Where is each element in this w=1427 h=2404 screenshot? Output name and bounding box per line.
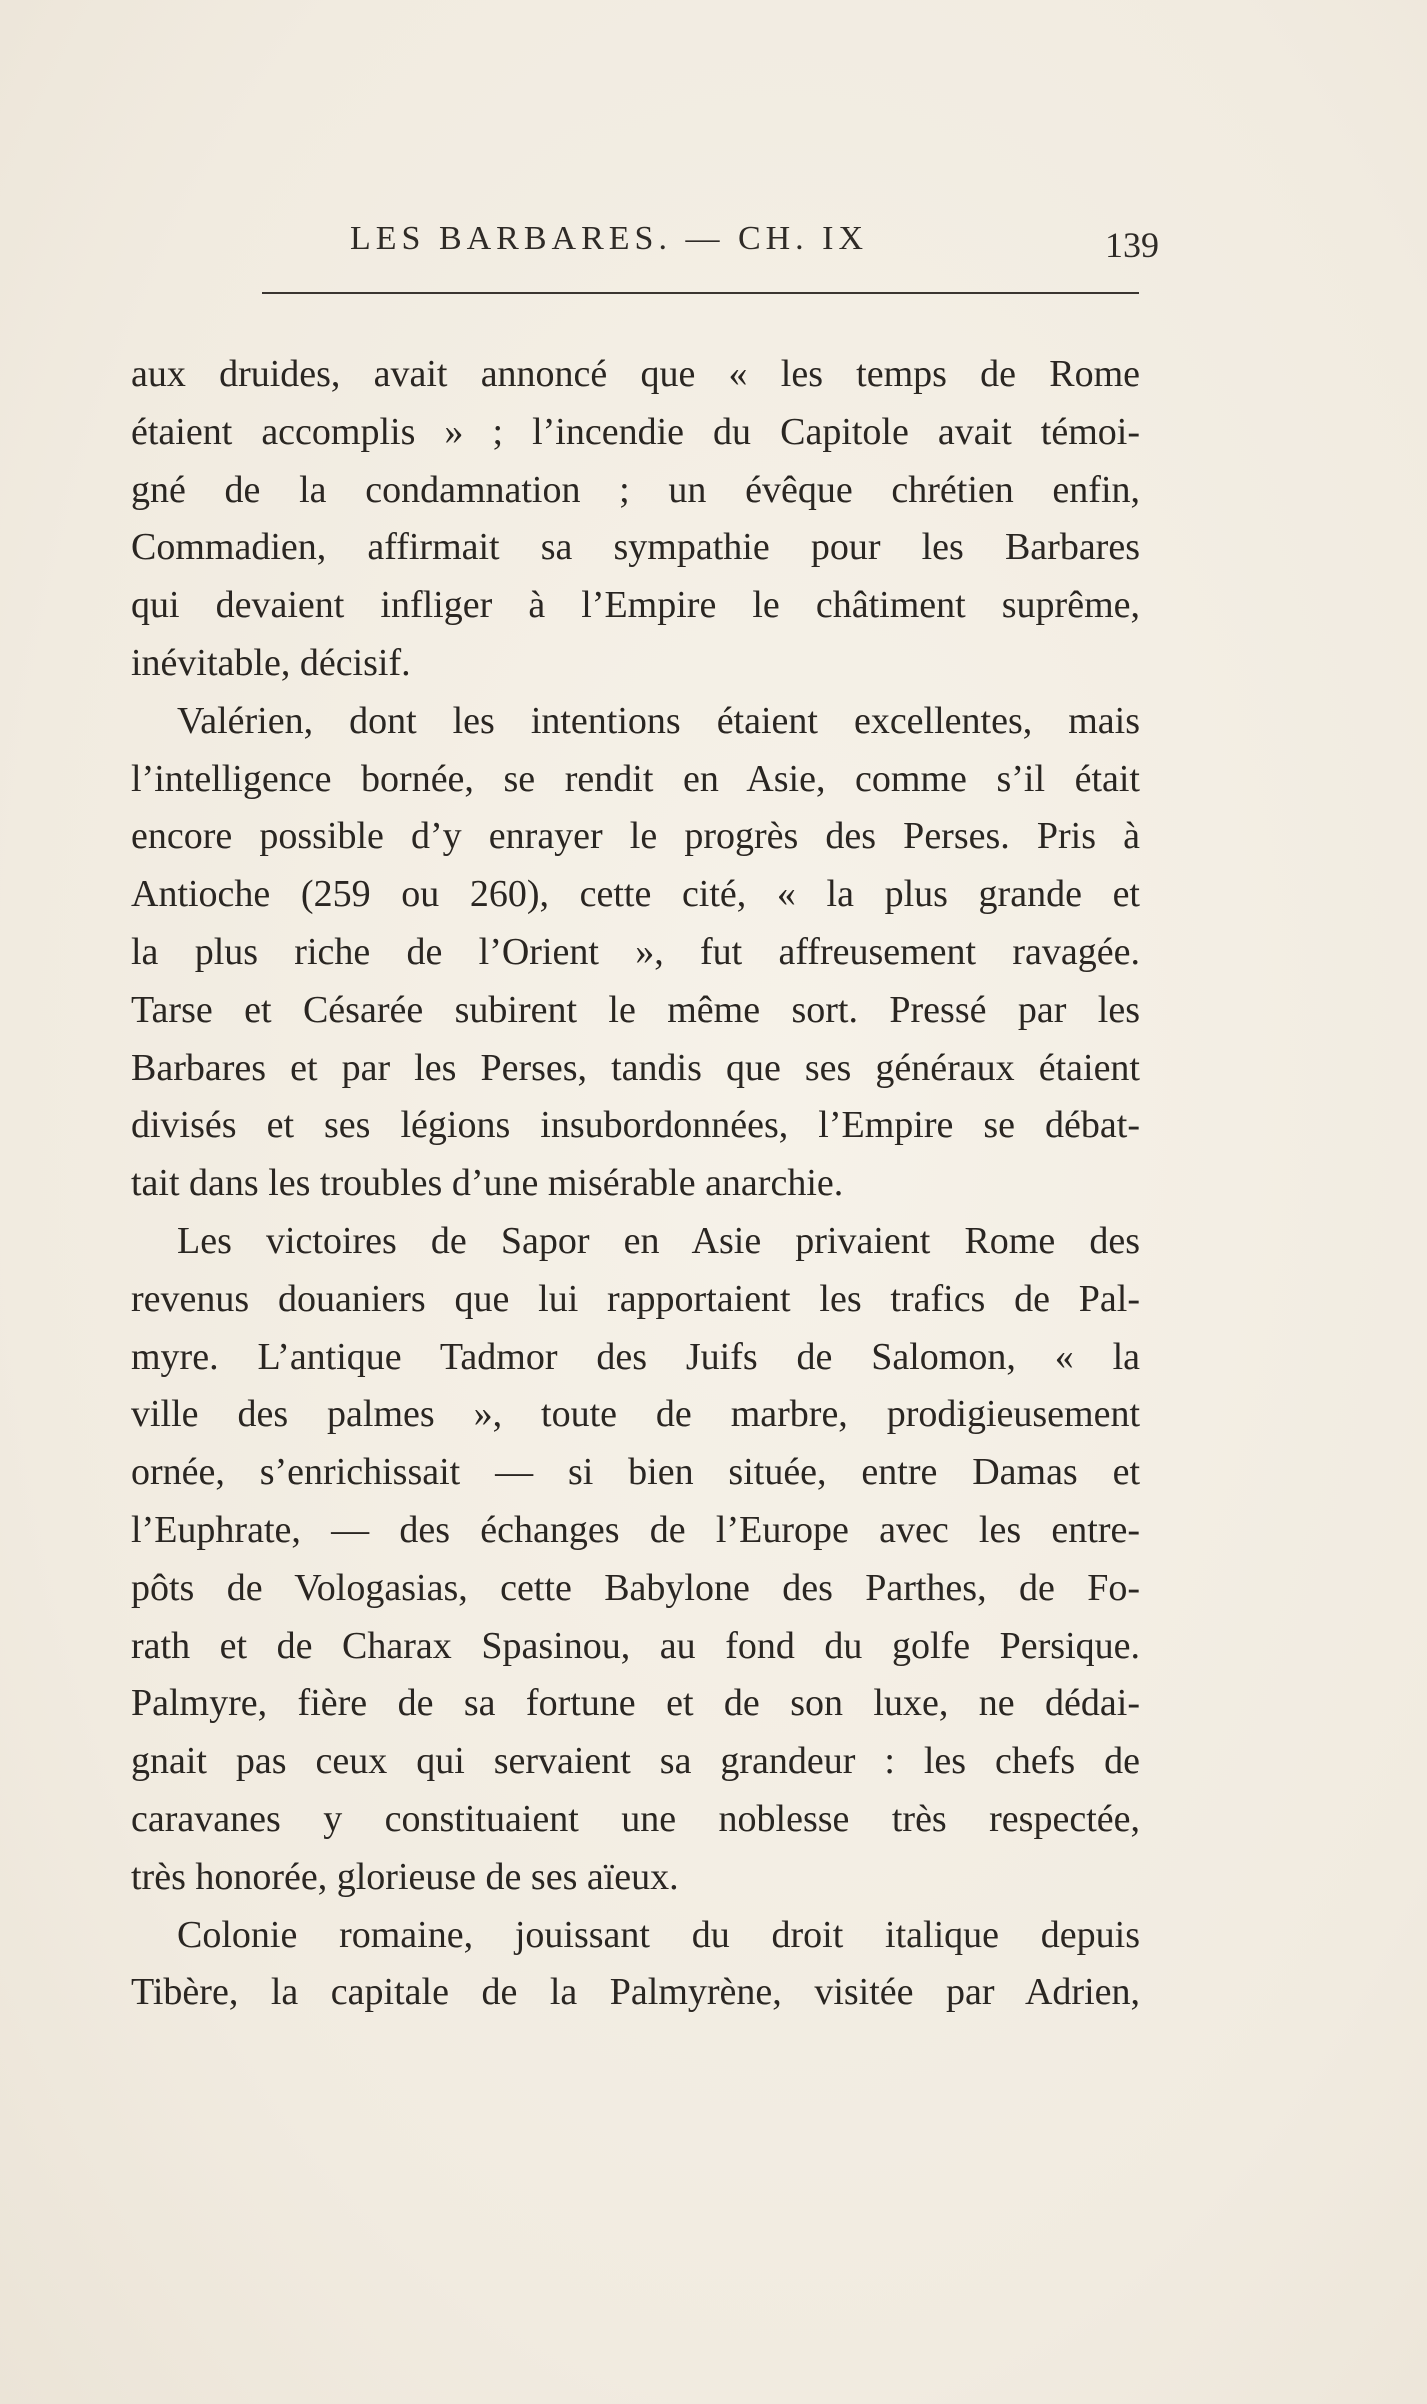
text-line: caravanes y constituaient une noblesse très respectée, bbox=[131, 1797, 1140, 1840]
text-line: gné de la condamnation ; un évêque chrétien enfin, bbox=[131, 468, 1140, 511]
text-line: tait dans les troubles d’une misérable anarchie. bbox=[131, 1162, 844, 1205]
text-line: Palmyre, fière de sa fortune et de son luxe, ne dédai- bbox=[131, 1682, 1140, 1725]
paragraph-start-line: Colonie romaine, jouissant du droit italique depuis bbox=[177, 1913, 1140, 1956]
text-line: divisés et ses légions insubordonnées, l’Empire se débat- bbox=[131, 1104, 1140, 1147]
text-line: revenus douaniers que lui rapportaient les trafics de Pal- bbox=[131, 1277, 1140, 1320]
text-line: qui devaient infliger à l’Empire le châtiment suprême, bbox=[131, 584, 1140, 627]
paragraph-start-line: Valérien, dont les intentions étaient excellentes, mais bbox=[177, 699, 1140, 742]
text-line: pôts de Vologasias, cette Babylone des Parthes, de Fo- bbox=[131, 1566, 1140, 1609]
text-line: gnait pas ceux qui servaient sa grandeur : les chefs de bbox=[131, 1740, 1140, 1783]
running-title: LES BARBARES. — CH. IX bbox=[350, 220, 869, 257]
text-line: Barbares et par les Perses, tandis que ses généraux étaient bbox=[131, 1046, 1140, 1089]
text-line: myre. L’antique Tadmor des Juifs de Salomon, « la bbox=[131, 1335, 1140, 1378]
text-line: encore possible d’y enrayer le progrès des Perses. Pris à bbox=[131, 815, 1140, 858]
text-line: l’intelligence bornée, se rendit en Asie, comme s’il était bbox=[131, 757, 1140, 800]
text-line: l’Euphrate, — des échanges de l’Europe avec les entre- bbox=[131, 1508, 1140, 1551]
text-line: ville des palmes », toute de marbre, prodigieusement bbox=[131, 1393, 1140, 1436]
text-line: rath et de Charax Spasinou, au fond du golfe Persique. bbox=[131, 1624, 1140, 1667]
running-head bbox=[0, 220, 1427, 280]
text-line: ornée, s’enrichissait — si bien située, entre Damas et bbox=[131, 1451, 1140, 1494]
paragraph-start-line: Les victoires de Sapor en Asie privaient Rome des bbox=[177, 1219, 1140, 1262]
text-line: Commadien, affirmait sa sympathie pour les Barbares bbox=[131, 526, 1140, 569]
header-rule bbox=[262, 292, 1139, 294]
text-line: très honorée, glorieuse de ses aïeux. bbox=[131, 1855, 679, 1898]
page-number: 139 bbox=[1105, 225, 1159, 265]
text-line: inévitable, décisif. bbox=[131, 641, 411, 684]
text-line: Tibère, la capitale de la Palmyrène, visitée par Adrien, bbox=[131, 1971, 1140, 2014]
text-line: la plus riche de l’Orient », fut affreusement ravagée. bbox=[131, 930, 1140, 973]
text-line: Tarse et Césarée subirent le même sort. Pressé par les bbox=[131, 988, 1140, 1031]
text-line: Antioche (259 ou 260), cette cité, « la plus grande et bbox=[131, 873, 1140, 916]
body-text bbox=[131, 346, 1140, 2022]
text-line: étaient accomplis » ; l’incendie du Capitole avait témoi- bbox=[131, 410, 1140, 453]
text-line: aux druides, avait annoncé que « les temps de Rome bbox=[131, 353, 1140, 395]
